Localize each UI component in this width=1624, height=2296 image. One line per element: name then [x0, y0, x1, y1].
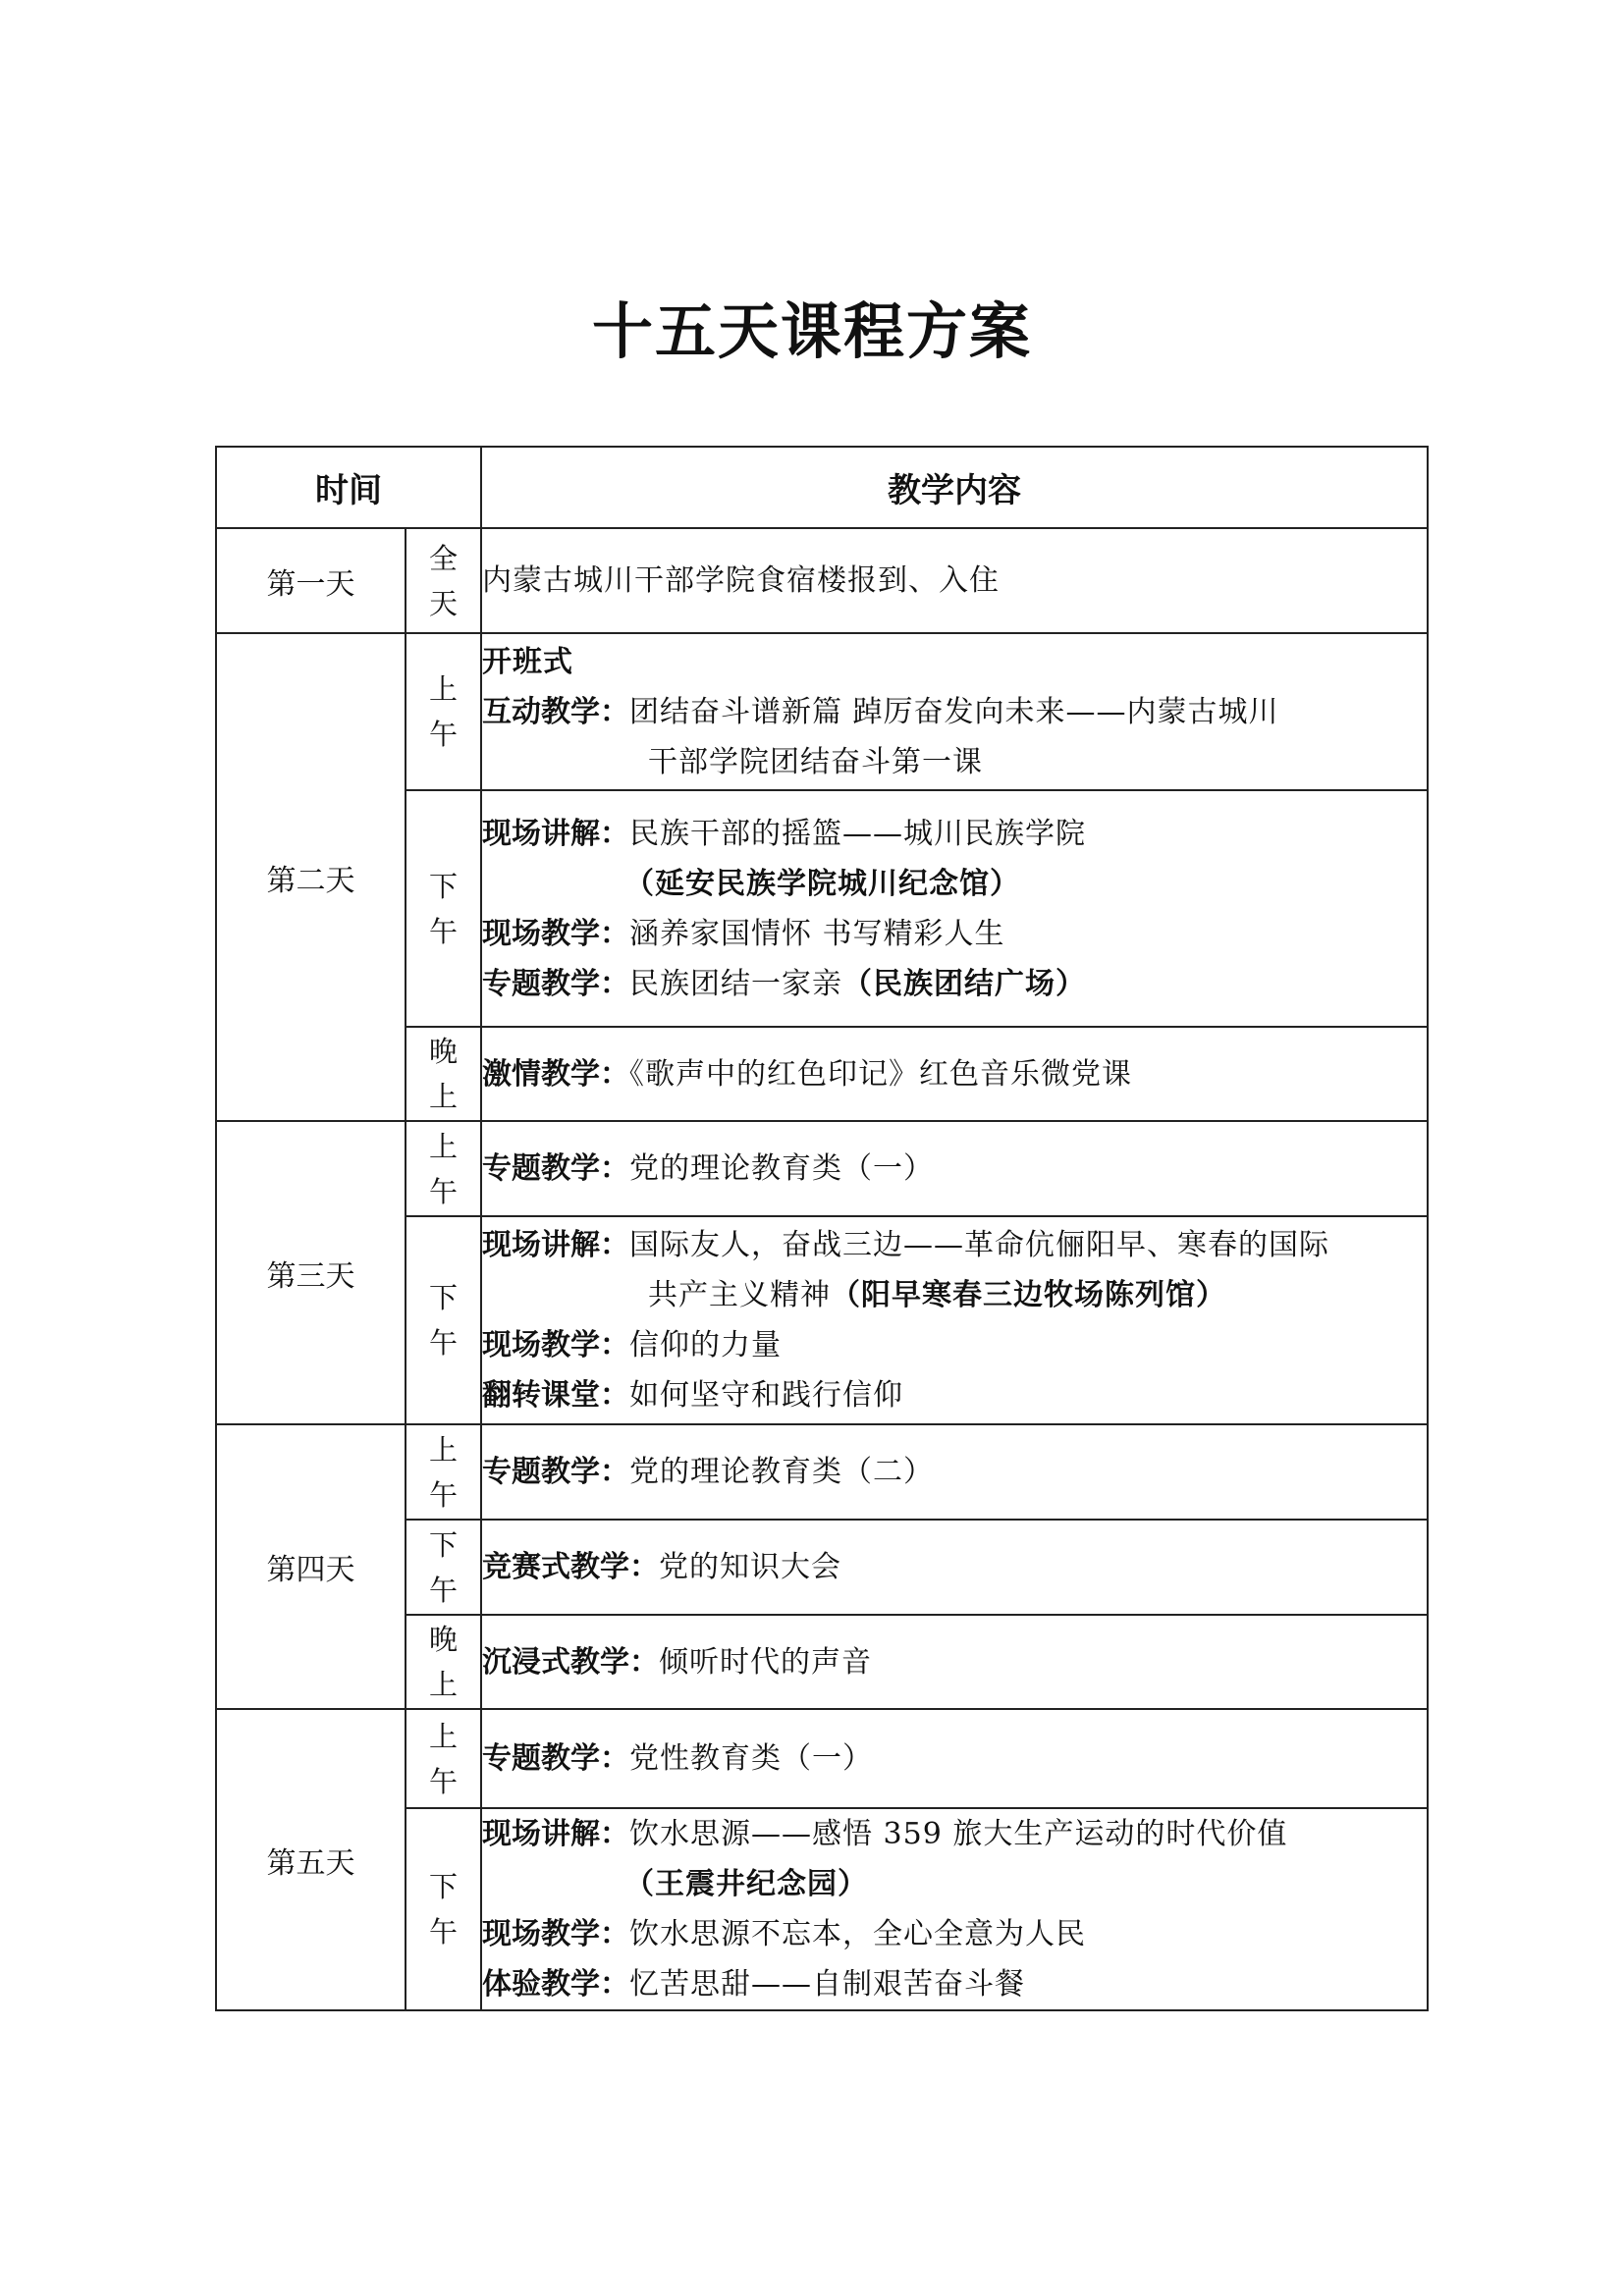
- session-content: [481, 1216, 1428, 1424]
- session-text: 党的知识大会: [659, 1550, 841, 1584]
- period-char: 下: [428, 1527, 458, 1562]
- period-char: 上: [428, 1129, 458, 1163]
- content-line: [482, 1859, 1427, 1909]
- period-label: [406, 1027, 481, 1121]
- content-line: [482, 1809, 1427, 1859]
- content-line: [482, 1734, 1427, 1784]
- session-type-label: 现场讲解：: [482, 1817, 629, 1851]
- session-type-label: 体验教学：: [482, 1967, 629, 2002]
- session-text: 民族团结一家亲: [629, 966, 842, 1001]
- session-text: 饮水思源不忘本，全心全意为人民: [629, 1917, 1086, 1951]
- content-line: [482, 1144, 1427, 1194]
- session-content: [481, 1709, 1428, 1808]
- session-text: 开班式: [482, 644, 573, 679]
- session-text: 党性教育类（一）: [629, 1741, 873, 1776]
- schedule-table: [215, 446, 1429, 2011]
- period-char: 午: [428, 1573, 458, 1607]
- day-label: 第五天: [216, 1709, 406, 2010]
- session-text: 忆苦思甜——自制艰苦奋斗餐: [629, 1967, 1025, 2002]
- schedule-row: [216, 1424, 1428, 1520]
- period-char: 午: [428, 1174, 458, 1208]
- session-type-label: 现场讲解：: [482, 816, 629, 851]
- period-label: [406, 1615, 481, 1709]
- session-text: 如何坚守和践行信仰: [629, 1378, 903, 1413]
- session-text: 国际友人，奋战三边——革命伉俪阳早、寒春的国际: [629, 1228, 1329, 1262]
- header-time: 时间: [216, 447, 481, 528]
- period-char: 午: [428, 1764, 458, 1798]
- period-char: 午: [428, 1326, 458, 1360]
- period-label: [406, 528, 481, 633]
- session-text: 干部学院团结奋斗第一课: [648, 744, 983, 779]
- session-text: 信仰的力量: [629, 1328, 782, 1362]
- schedule-row: [216, 1121, 1428, 1216]
- period-char: 下: [428, 869, 458, 903]
- session-text: （民族团结广场）: [842, 966, 1086, 1001]
- session-content: [481, 1121, 1428, 1216]
- session-text: 倾听时代的声音: [659, 1644, 872, 1680]
- session-content: [481, 1520, 1428, 1615]
- content-line: [482, 1959, 1427, 2009]
- schedule-row: [216, 528, 1428, 633]
- day-label: 第二天: [216, 633, 406, 1121]
- content-line: [482, 1220, 1427, 1270]
- content-line: [482, 909, 1427, 959]
- period-char: 上: [428, 1432, 458, 1467]
- period-char: 午: [428, 718, 458, 751]
- period-char: 上: [428, 1719, 458, 1753]
- period-label: [406, 1808, 481, 2010]
- session-type-label: 现场教学：: [482, 916, 629, 951]
- content-line: [482, 737, 1427, 787]
- session-text: 民族干部的摇篮——城川民族学院: [629, 816, 1086, 851]
- session-text: 共产主义精神: [648, 1278, 831, 1312]
- session-content: [481, 1808, 1428, 2010]
- content-line: [482, 1370, 1427, 1420]
- content-line: [482, 859, 1427, 909]
- header-content: 教学内容: [481, 447, 1428, 528]
- session-text: 涵养家国情怀 书写精彩人生: [629, 916, 1005, 951]
- period-label: [406, 1709, 481, 1808]
- session-content: [481, 1424, 1428, 1520]
- period-char: 下: [428, 1870, 458, 1903]
- session-type-label: 沉浸式教学：: [482, 1644, 659, 1680]
- content-line: [482, 1320, 1427, 1370]
- content-line: [482, 1270, 1427, 1320]
- session-type-label: 现场教学：: [482, 1328, 629, 1362]
- content-line: [482, 809, 1427, 859]
- session-type-label: 专题教学：: [482, 1455, 629, 1489]
- content-line: [482, 637, 1427, 687]
- content-line: [482, 1049, 1427, 1099]
- period-label: [406, 1520, 481, 1615]
- session-text: 《歌声中的红色印记》红色音乐微党课: [629, 1056, 1132, 1092]
- session-content: [481, 1027, 1428, 1121]
- session-text: 党的理论教育类（二）: [629, 1455, 934, 1489]
- period-char: 上: [428, 1668, 458, 1701]
- session-type-label: 翻转课堂：: [482, 1378, 629, 1413]
- day-label: 第四天: [216, 1424, 406, 1709]
- period-label: [406, 1121, 481, 1216]
- session-text: （王震井纪念园）: [624, 1867, 868, 1901]
- session-text: 内蒙古城川干部学院食宿楼报到、入住: [482, 563, 1000, 598]
- session-type-label: 专题教学：: [482, 1151, 629, 1186]
- session-text: 党的理论教育类（一）: [629, 1151, 934, 1186]
- session-type-label: 专题教学：: [482, 1741, 629, 1776]
- period-char: 上: [428, 672, 458, 706]
- session-type-label: 专题教学：: [482, 966, 629, 1001]
- session-type-label: 互动教学：: [482, 694, 629, 729]
- content-line: [482, 1637, 1427, 1687]
- session-content: [481, 528, 1428, 633]
- session-type-label: 现场讲解：: [482, 1228, 629, 1262]
- content-line: [482, 556, 1427, 606]
- session-type-label: 现场教学：: [482, 1917, 629, 1951]
- day-label: 第一天: [216, 528, 406, 633]
- period-char: 下: [428, 1281, 458, 1314]
- session-content: [481, 790, 1428, 1027]
- session-content: [481, 633, 1428, 790]
- content-line: [482, 1909, 1427, 1959]
- day-label: 第三天: [216, 1121, 406, 1424]
- period-char: 午: [428, 914, 458, 948]
- header-row: [216, 447, 1428, 528]
- session-type-label: 竞赛式教学：: [482, 1550, 659, 1584]
- period-char: 全: [428, 541, 458, 575]
- period-char: 午: [428, 1915, 458, 1949]
- content-line: [482, 687, 1427, 737]
- session-text: 团结奋斗谱新篇 踔厉奋发向未来——内蒙古城川: [629, 694, 1279, 729]
- session-text: （阳早寒春三边牧场陈列馆）: [831, 1278, 1226, 1312]
- period-label: [406, 1216, 481, 1424]
- session-text: 饮水思源——感悟 359 旅大生产运动的时代价值: [629, 1817, 1288, 1851]
- period-char: 上: [428, 1080, 458, 1113]
- period-label: [406, 790, 481, 1027]
- period-char: 晚: [428, 1623, 458, 1656]
- schedule-row: [216, 1709, 1428, 1808]
- period-label: [406, 633, 481, 790]
- period-char: 晚: [428, 1035, 458, 1068]
- period-char: 午: [428, 1477, 458, 1512]
- period-label: [406, 1424, 481, 1520]
- schedule-body: [216, 528, 1428, 2010]
- period-char: 天: [428, 586, 458, 620]
- session-text: （延安民族学院城川纪念馆）: [624, 866, 1020, 901]
- content-line: [482, 1447, 1427, 1497]
- session-content: [481, 1615, 1428, 1709]
- page-title: 十五天课程方案: [591, 295, 1032, 367]
- content-line: [482, 1542, 1427, 1592]
- schedule-row: [216, 633, 1428, 790]
- content-line: [482, 959, 1427, 1009]
- session-type-label: 激情教学：: [482, 1056, 629, 1092]
